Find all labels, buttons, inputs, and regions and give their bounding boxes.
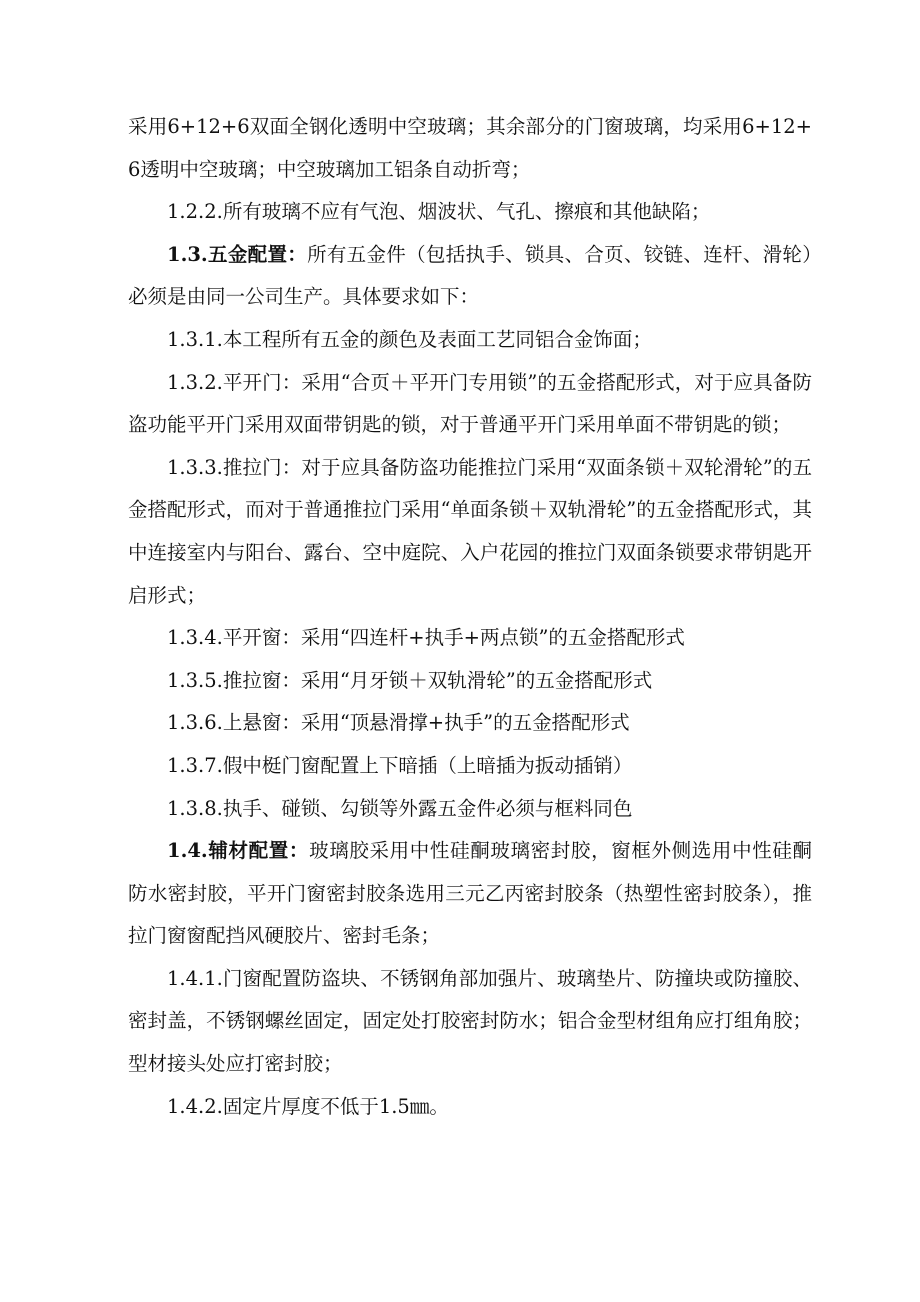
paragraph-text: 采用6+12+6双面全钢化透明中空玻璃；其余部分的门窗玻璃，均采用6+12+6透明中空玻璃；中空玻璃加工铝条自动折弯；	[128, 115, 812, 181]
paragraph-text: 1.3.6.上悬窗：采用“顶悬滑撑+执手”的五金搭配形式	[167, 711, 630, 735]
paragraph-text: 1.4.2.固定片厚度不低于1.5㎜。	[167, 1094, 449, 1118]
paragraph-text: 1.2.2.所有玻璃不应有气泡、烟波状、气孔、擦痕和其他缺陷；	[167, 200, 711, 224]
section-heading: 1.3.五金配置：	[167, 242, 308, 266]
paragraph-text: 1.4.1.门窗配置防盗块、不锈钢角部加强片、玻璃垫片、防撞块或防撞胶、密封盖，不锈钢螺丝固定，固定处打胶密封防水；铝合金型材组角应打组角胶；型材接头处应打密封胶；	[128, 966, 812, 1076]
paragraph-text: 1.3.1.本工程所有五金的颜色及表面工艺同铝合金饰面；	[167, 327, 652, 351]
paragraph-text: 玻璃胶采用中性硅酮玻璃密封胶，窗框外侧选用中性硅酮防水密封胶，平开门窗密封胶条选用三元乙丙密封胶条（热塑性密封胶条），推拉门窗窗配挡风硬胶片、密封毛条；	[128, 839, 812, 948]
paragraph-1-3-1	[128, 319, 812, 362]
paragraph-1-3-7	[128, 745, 812, 788]
paragraph-1-4-1	[128, 958, 812, 1086]
paragraph-1-3-2	[128, 362, 812, 447]
paragraph-text: 1.3.2.平开门：采用“合页＋平开门专用锁”的五金搭配形式，对于应具备防盗功能平开门采用双面带钥匙的锁，对于普通平开门采用单面不带钥匙的锁；	[128, 370, 812, 437]
paragraph-1-3-8	[128, 788, 812, 831]
paragraph-text: 所有五金件（包括执手、锁具、合页、铰链、连杆、滑轮）必须是由同一公司生产。具体要求如下：	[128, 242, 812, 309]
paragraph-text: 1.3.3.推拉门：对于应具备防盗功能推拉门采用“双面条锁＋双轮滑轮”的五金搭配形式，而对于普通推拉门采用“单面条锁＋双轨滑轮”的五金搭配形式，其中连接室内与阳台、露台、空中庭院、入户花园的推拉门双面条锁要求带钥匙开启形式；	[128, 455, 812, 607]
paragraph-1-3-3	[128, 447, 812, 617]
paragraph-1-3-6	[128, 702, 812, 745]
paragraph-text: 1.3.4.平开窗：采用“四连杆+执手+两点锁”的五金搭配形式	[167, 626, 685, 650]
paragraph-glass-spec-continued	[128, 106, 812, 191]
paragraph-text: 1.3.7.假中梃门窗配置上下暗插（上暗插为扳动插销）	[167, 753, 633, 777]
paragraph-text: 1.3.8.执手、碰锁、勾锁等外露五金件必须与框料同色	[167, 796, 633, 820]
paragraph-1-3-5	[128, 660, 812, 703]
paragraph-text: 1.3.5.推拉窗：采用“月牙锁＋双轨滑轮”的五金搭配形式	[167, 668, 653, 692]
section-heading: 1.4.辅材配置：	[167, 839, 310, 863]
paragraph-1-3-hardware	[128, 234, 812, 319]
paragraph-1-4-2	[128, 1086, 812, 1129]
paragraph-1-4-materials	[128, 830, 812, 958]
document-body	[128, 106, 812, 1128]
paragraph-1-2-2	[128, 191, 812, 234]
paragraph-1-3-4	[128, 617, 812, 660]
